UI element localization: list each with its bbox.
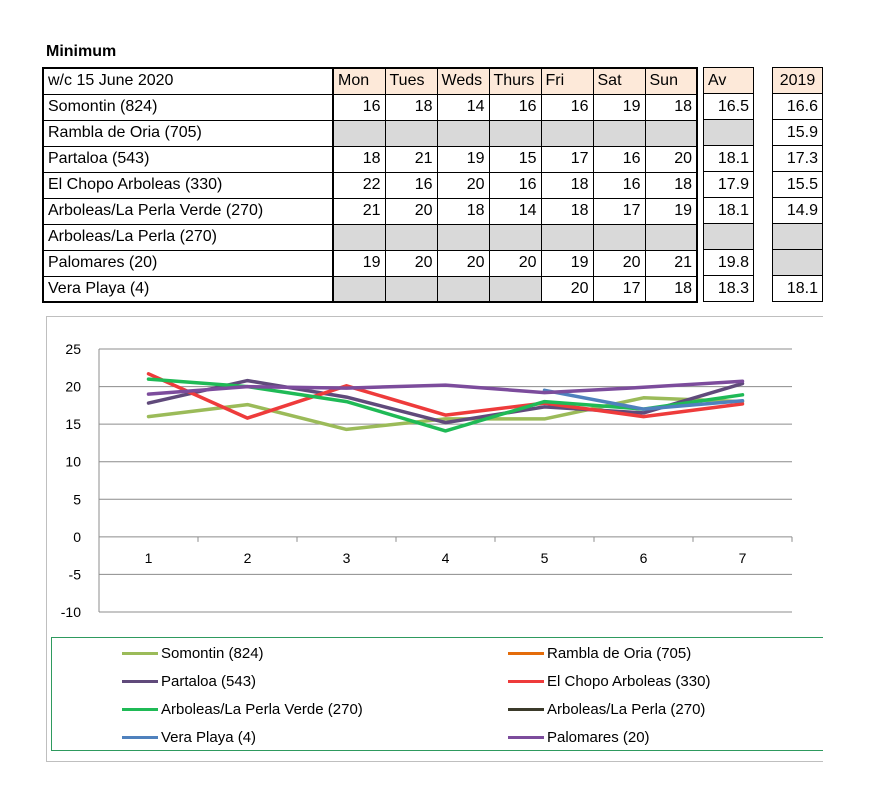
table-row: [773, 94, 823, 120]
day-value: 20: [385, 250, 437, 276]
day-value: 16: [541, 94, 593, 120]
legend-label: El Chopo Arboleas (330): [547, 673, 711, 690]
day-value: 18: [645, 172, 697, 198]
day-value: [333, 120, 385, 146]
legend-label: Arboleas/La Perla Verde (270): [161, 701, 363, 718]
day-header: Sun: [645, 68, 697, 94]
day-value: 20: [593, 250, 645, 276]
day-value: [489, 120, 541, 146]
day-value: [333, 224, 385, 250]
legend-swatch: [508, 708, 544, 711]
day-value: 18: [333, 146, 385, 172]
day-value: [489, 276, 541, 302]
day-header: Weds: [437, 68, 489, 94]
table-row: [704, 146, 754, 172]
day-value: 19: [541, 250, 593, 276]
legend-swatch: [508, 680, 544, 683]
day-value: 20: [437, 172, 489, 198]
average-value: 18.1: [704, 198, 754, 224]
day-header: Mon: [333, 68, 385, 94]
table-row: [43, 120, 697, 146]
day-value: 16: [489, 94, 541, 120]
x-tick-label: 1: [144, 549, 153, 566]
day-value: [593, 224, 645, 250]
x-tick-label: 6: [639, 549, 648, 566]
day-value: 20: [385, 198, 437, 224]
legend-label: Partaloa (543): [161, 673, 257, 690]
average-value: 17.9: [704, 172, 754, 198]
day-value: 19: [333, 250, 385, 276]
day-value: 18: [385, 94, 437, 120]
average-value: [704, 120, 754, 146]
average-value: 18.1: [704, 146, 754, 172]
table-row: [773, 224, 823, 250]
day-value: 17: [541, 146, 593, 172]
day-value: [437, 224, 489, 250]
table-row: [773, 250, 823, 276]
station-name: Somontin (824): [43, 94, 333, 120]
table-row: [773, 172, 823, 198]
legend-swatch: [508, 652, 544, 655]
table-row: [704, 172, 754, 198]
table-row: [704, 276, 754, 302]
day-value: 21: [385, 146, 437, 172]
average-value: [704, 224, 754, 250]
table-row: [704, 198, 754, 224]
year-2019-value: 18.1: [786, 279, 818, 297]
day-value: 16: [489, 172, 541, 198]
table-row: [704, 120, 754, 146]
table-row: [43, 146, 697, 172]
header-row: [773, 68, 823, 94]
legend-swatch: [122, 680, 158, 683]
year-2019-table: [772, 67, 823, 302]
header-row: [704, 68, 754, 94]
day-value: 14: [489, 198, 541, 224]
y-tick-label: 0: [73, 528, 81, 545]
legend-swatch: [122, 652, 158, 655]
day-value: 20: [541, 276, 593, 302]
day-value: [593, 120, 645, 146]
day-header: Thurs: [489, 68, 541, 94]
table-row: [43, 276, 697, 302]
day-value: 18: [541, 198, 593, 224]
y-tick-label: 20: [65, 378, 81, 395]
table-row: [704, 94, 754, 120]
day-value: 18: [541, 172, 593, 198]
day-value: 21: [645, 250, 697, 276]
legend-entry: [122, 645, 264, 662]
table-row: [43, 198, 697, 224]
day-value: [645, 120, 697, 146]
table-row: [704, 250, 754, 276]
average-value: 16.5: [704, 94, 754, 120]
x-tick-label: 3: [342, 549, 351, 566]
y-tick-label: 15: [65, 416, 81, 433]
chart-heading: Minimum: [46, 43, 117, 60]
table-row: [43, 172, 697, 198]
station-name: Partaloa (543): [43, 146, 333, 172]
day-value: 18: [437, 198, 489, 224]
station-name: El Chopo Arboleas (330): [43, 172, 333, 198]
station-name: Rambla de Oria (705): [43, 120, 333, 146]
day-value: 16: [593, 146, 645, 172]
day-value: [437, 276, 489, 302]
day-value: [489, 224, 541, 250]
year-2019-value: [773, 250, 823, 276]
station-name: Vera Playa (4): [43, 276, 333, 302]
average-header: Av: [704, 68, 754, 94]
legend-swatch: [122, 736, 158, 739]
header-row: [43, 68, 697, 94]
table-row: [773, 120, 823, 146]
legend-entry: [508, 673, 710, 690]
y-tick-label: -10: [60, 604, 81, 620]
day-value: [645, 224, 697, 250]
legend-swatch: [508, 736, 544, 739]
x-tick-label: 7: [738, 549, 747, 566]
day-value: 21: [333, 198, 385, 224]
legend-entry: [508, 645, 691, 662]
year-2019-value: 15.9: [773, 120, 823, 146]
legend-entry: [508, 701, 705, 718]
day-value: 20: [489, 250, 541, 276]
y-tick-label: 10: [65, 453, 81, 470]
day-value: 14: [437, 94, 489, 120]
day-value: 18: [645, 94, 697, 120]
table-row: [43, 224, 697, 250]
day-value: [541, 224, 593, 250]
chart-plot: [47, 317, 822, 637]
day-header: Fri: [541, 68, 593, 94]
legend-label: Rambla de Oria (705): [547, 645, 692, 662]
legend-entry: [122, 729, 256, 746]
day-header: Sat: [593, 68, 645, 94]
day-value: [385, 276, 437, 302]
year-header: 2019: [773, 68, 823, 94]
day-value: 22: [333, 172, 385, 198]
legend-entry: [508, 729, 650, 746]
average-value: 18.3: [717, 279, 749, 297]
year-2019-value: [773, 224, 823, 250]
y-tick-label: 25: [65, 341, 81, 357]
legend-label: Somontin (824): [161, 645, 264, 662]
x-tick-label: 5: [540, 549, 549, 566]
table-row: [43, 250, 697, 276]
day-value: 18: [674, 279, 692, 297]
day-value: 20: [645, 146, 697, 172]
day-value: 19: [593, 94, 645, 120]
day-value: [385, 224, 437, 250]
y-tick-label: -5: [68, 566, 81, 583]
day-value: 16: [333, 94, 385, 120]
y-tick-label: 5: [73, 491, 81, 508]
legend-entry: [122, 673, 256, 690]
day-value: 17: [593, 276, 645, 302]
x-tick-label: 2: [243, 549, 252, 566]
x-tick-label: 4: [441, 549, 450, 566]
chart-legend: [51, 637, 823, 751]
table-row: [773, 198, 823, 224]
day-value: 20: [437, 250, 489, 276]
legend-swatch: [122, 708, 158, 711]
station-name: Arboleas/La Perla (270): [43, 224, 333, 250]
year-2019-value: 14.9: [773, 198, 823, 224]
day-value: 16: [385, 172, 437, 198]
day-header: Tues: [385, 68, 437, 94]
table-row: [43, 94, 697, 120]
legend-label: Palomares (20): [547, 729, 650, 746]
station-name: Palomares (20): [43, 250, 333, 276]
table-row: [704, 224, 754, 250]
table-row: [773, 276, 823, 302]
legend-label: Arboleas/La Perla (270): [547, 701, 706, 718]
day-value: [437, 120, 489, 146]
day-value: [333, 276, 385, 302]
average-table: [703, 67, 754, 302]
day-value: [385, 120, 437, 146]
day-value: 16: [593, 172, 645, 198]
day-value: 19: [645, 198, 697, 224]
day-value: 17: [593, 198, 645, 224]
table-row: [773, 146, 823, 172]
day-value: 19: [437, 146, 489, 172]
year-2019-value: 15.5: [773, 172, 823, 198]
station-name: Arboleas/La Perla Verde (270): [43, 198, 333, 224]
readings-table: [42, 67, 698, 303]
legend-entry: [122, 701, 363, 718]
day-value: 15: [489, 146, 541, 172]
week-label: w/c 15 June 2020: [43, 68, 333, 94]
legend-label: Vera Playa (4): [161, 729, 257, 746]
average-value: 19.8: [704, 250, 754, 276]
year-2019-value: 17.3: [773, 146, 823, 172]
year-2019-value: 16.6: [773, 94, 823, 120]
day-value: [541, 120, 593, 146]
